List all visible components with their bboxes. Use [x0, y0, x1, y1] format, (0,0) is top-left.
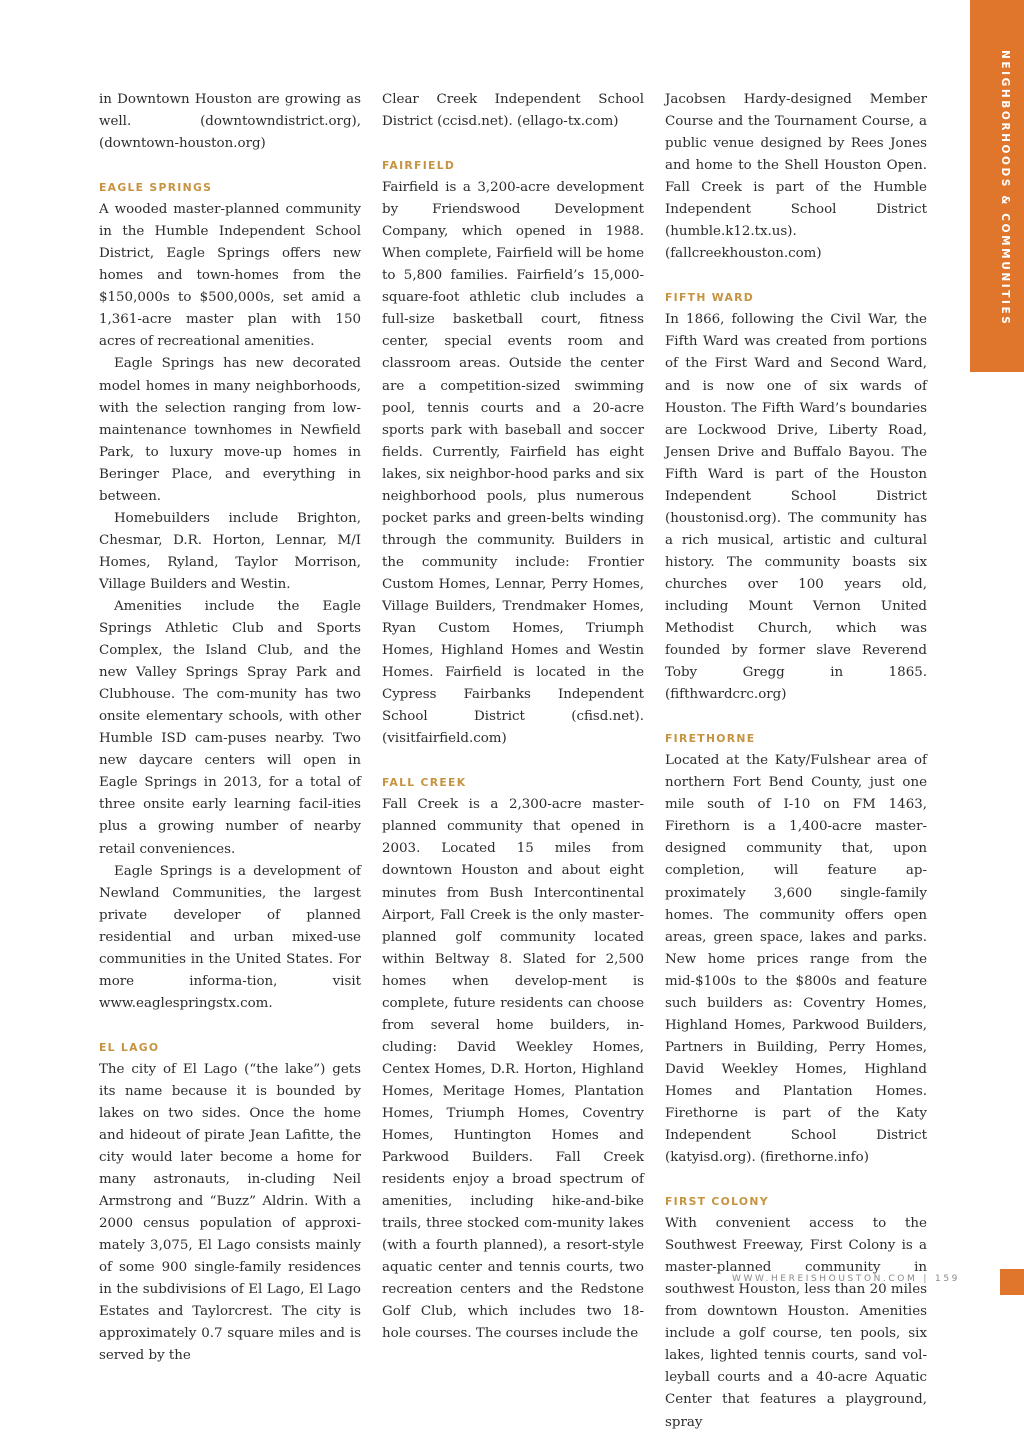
text-column-2 — [382, 89, 644, 1345]
section-tab — [970, 0, 1024, 372]
firethorne-paragraph-1: Located at the Katy/Fulshear area of northern Fort Bend County, just one mile south of I-10 on FM 1463, Firethorn is a 1,400-acre master-designed community that, upon completion, will feature ap-proximately 3,600 single-family homes. The community offers open areas, green space, lakes and parks. New home prices range from the mid-$100s to the $800s and feature such builders as: Coventry Homes, Highland Homes, Parkwood Builders, Partners in Building, Perry Homes, David Weekley Homes, Highland Homes and Plantation Homes. Firethorne is part of the Katy Independent School District (katyisd.org). (firethorne.info) — [665, 753, 927, 1166]
eagle-springs-paragraph-1: A wooded master-planned community in the Humble Independent School District, Eagle Springs offers new homes and town-homes from the $150,000s to $500,000s, set amid a 1,361-acre master plan with 150 acres of recreational amenities. — [99, 202, 361, 350]
heading-fall-creek: FALL CREEK — [382, 776, 467, 790]
page-number: 159 — [935, 1274, 960, 1284]
footer — [732, 1274, 960, 1284]
eagle-springs-paragraph-2: Eagle Springs has new decorated model homes in many neighborhoods, with the selection ranging from low-maintenance townhomes in Newfield Park, to luxury move-up homes in Beringer Place, and everything in between. — [99, 356, 361, 504]
column3-intro: Jacobsen Hardy-designed Member Course and the Tournament Course, a public venue designed by Rees Jones and home to the Shell Houston Open. Fall Creek is part of the Humble Independent School District (humble.k12.tx.us). (fallcreekhouston.com) — [665, 92, 927, 262]
eagle-springs-paragraph-3: Homebuilders include Brighton, Chesmar, D.R. Horton, Lennar, M/I Homes, Ryland, Taylor Morrison, Village Builders and Westin. — [99, 510, 361, 592]
heading-fairfield: FAIRFIELD — [382, 159, 456, 173]
eagle-springs-paragraph-5: Eagle Springs is a development of Newland Communities, the largest private developer of planned residential and urban mixed-use communities in the United States. For more informa-tion, visit www.eaglespringstx.com. — [99, 863, 361, 1011]
column2-intro: Clear Creek Independent School District (ccisd.net). (ellago-tx.com) — [382, 92, 644, 130]
column1-intro: in Downtown Houston are growing as well. (downtowndistrict.org), (downtown-houston.org) — [99, 92, 361, 152]
el-lago-paragraph-1: The city of El Lago (“the lake”) gets its name because it is bounded by lakes on two sides. Once the home and hideout of pirate Jean Lafitte, the city would later become a home for many astronauts, in-cluding Neil Armstrong and “Buzz” Aldrin. With a 2000 census population of approxi-mately 3,075, El Lago consists mainly of some 900 single-family residences in the subdivisions of El Lago, El Lago Estates and Taylorcrest. The city is approximately 0.7 square miles and is served by the — [99, 1061, 361, 1364]
eagle-springs-paragraph-4: Amenities include the Eagle Springs Athletic Club and Sports Complex, the Island Club, and the new Valley Springs Spray Park and Clubhouse. The com-munity has two onsite elementary schools, with other Humble ISD cam-puses nearby. Two new daycare centers will open in Eagle Springs in 2013, for a total of three onsite early learning facil-ities plus a growing number of nearby retail conveniences. — [99, 598, 361, 857]
fifth-ward-paragraph-1: In 1866, following the Civil War, the Fifth Ward was created from portions of the First Ward and Second Ward, and is now one of six wards of Houston. The Fifth Ward’s boundaries are Lockwood Drive, Liberty Road, Jensen Drive and Buffalo Bayou. The Fifth Ward is part of the Houston Independent School District (houstonisd.org). The community has a rich musical, artistic and cultural history. The community boasts six churches over 100 years old, including Mount Vernon United Methodist Church, which was founded by former slave Reverend Toby Gregg in 1865. (fifthwardcrc.org) — [665, 312, 927, 703]
heading-first-colony: FIRST COLONY — [665, 1195, 769, 1209]
heading-fifth-ward: FIFTH WARD — [665, 291, 754, 305]
page-tab — [1000, 1269, 1024, 1295]
section-tab-label: NEIGHBORHOODS & COMMUNITIES — [999, 50, 1011, 327]
fall-creek-paragraph-1: Fall Creek is a 2,300-acre master-planned community that opened in 2003. Located 15 miles from downtown Houston and about eight minutes from Bush Intercontinental Airport, Fall Creek is the only master-planned golf community located within Beltway 8. Slated for 2,500 homes when develop-ment is complete, future residents can choose from several home builders, in-cluding: David Weekley Homes, Centex Homes, D.R. Horton, Highland Homes, Meritage Homes, Plantation Homes, Triumph Homes, Coventry Homes, Huntington Homes and Parkwood Builders. Fall Creek residents enjoy a broad spectrum of amenities, including hike-and-bike trails, three stocked com-munity lakes (with a fourth planned), a resort-style aquatic center and tennis courts, two recreation centers and the Redstone Golf Club, which includes two 18- hole courses. The courses include the — [382, 797, 644, 1342]
first-colony-paragraph-1: With convenient access to the Southwest Freeway, First Colony is a master-planned community in southwest Houston, less than 20 miles from downtown Houston. Amenities include a golf course, ten pools, six lakes, lighted tennis courts, sand vol-leyball courts and a 40-acre Aquatic Center that features a playground, spray — [665, 1216, 927, 1430]
text-column-3 — [665, 89, 930, 1434]
footer-url-link[interactable]: WWW.HEREISHOUSTON.COM — [732, 1274, 918, 1284]
fairfield-paragraph-1: Fairfield is a 3,200-acre development by Friendswood Development Company, which opened in 1988. When complete, Fairfield will be home to 5,800 families. Fairfield’s 15,000- square-foot athletic club includes a full-size basketball court, fitness center, special events room and classroom areas. Outside the center are a competition-sized swimming pool, tennis courts and a 20-acre sports park with baseball and soccer fields. Currently, Fairfield has eight lakes, six neighbor-hood parks and six neighborhood pools, plus numerous pocket parks and green-belts winding through the community. Builders in the community include: Frontier Custom Homes, Lennar, Perry Homes, Village Builders, Trendmaker Homes, Ryan Custom Homes, Triumph Homes, Highland Homes and Westin Homes. Fairfield is located in the Cypress Fairbanks Independent School District (cfisd.net). (visitfairfield.com) — [382, 180, 644, 747]
heading-eagle-springs: EAGLE SPRINGS — [99, 181, 213, 195]
heading-firethorne: FIRETHORNE — [665, 732, 756, 746]
text-column-1 — [99, 89, 361, 1368]
footer-separator: | — [923, 1274, 930, 1284]
heading-el-lago: EL LAGO — [99, 1040, 160, 1054]
